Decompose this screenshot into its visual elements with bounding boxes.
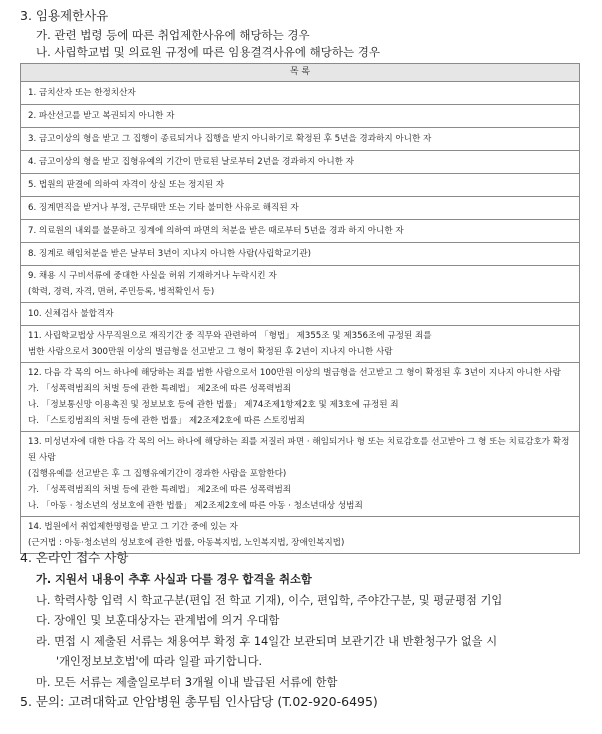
- table-row: 8. 징계로 해임처분을 받은 날부터 3년이 지나지 아니한 사람(사립학교기관): [21, 243, 580, 266]
- section3-title: 3. 임용제한사유: [20, 8, 109, 23]
- table-row: 3. 금고이상의 형을 받고 그 집행이 종료되거나 집행을 받지 아니하기로 확정된 후 5년을 경과하지 아니한 자: [21, 128, 580, 151]
- section4-item-a: 가. 지원서 내용이 추후 사실과 다를 경우 합격을 취소함: [36, 573, 312, 586]
- section4-item-e: 마. 모든 서류는 제출일로부터 3개월 이내 발급된 서류에 한함: [36, 675, 338, 689]
- table-row: 10. 신체검사 불합격자: [21, 303, 580, 326]
- table-row: 1. 금치산자 또는 한정치산자: [21, 82, 580, 105]
- table-row: 4. 금고이상의 형을 받고 집형유예의 기간이 만료된 날로부터 2년을 경과하지 아니한 자: [21, 151, 580, 174]
- table-row: 6. 징계면직을 받거나 부정, 근무태만 또는 기타 불미한 사유로 해직된 자: [21, 197, 580, 220]
- contact-info: 5. 문의: 고려대학교 안암병원 총무팀 인사담당 (T.02-920-6495): [20, 694, 378, 709]
- table-row: 9. 채용 시 구비서류에 중대한 사실을 허위 기재하거나 누락시킨 자 (학력, 경력, 자격, 면허, 주민등록, 병적확인서 등): [21, 266, 580, 303]
- table-row: 2. 파산선고를 받고 복권되지 아니한 자: [21, 105, 580, 128]
- table-row: 12. 다음 각 목의 어느 하나에 해당하는 죄를 범한 사람으로서 100만원 이상의 벌금형을 선고받고 그 형이 확정된 후 3년이 지나지 아니한 사람 가. 「성폭력범죄의 처벌 등에 관한 특례법」 제2조에 따른 성폭력범죄 나. 「정보통신망 이용촉진 및 정보보호 등에 관한 법률」 제74조제1항제2호 및 제3호에 규정된 죄 다. 「스토킹범죄의 처벌 등에 관한 법률」 제2조제2호에 따른 스토킹범죄: [21, 363, 580, 432]
- section4-item-d-cont: '개인정보보호법'에 따라 일괄 파기합니다.: [56, 655, 263, 668]
- section4-items: [36, 570, 502, 693]
- section4-item-d: 라. 면접 시 제출된 서류는 채용여부 확정 후 14일간 보관되며 보관기간 내 반환청구가 없을 시: [36, 634, 498, 648]
- section4-title: 4. 온라인 접수 사항: [20, 550, 129, 565]
- table-row: 7. 의료원의 내외를 불문하고 징계에 의하여 파면의 처분을 받은 때로부터 5년을 경과 하지 아니한 자: [21, 220, 580, 243]
- section4-item-c: 다. 장애인 및 보훈대상자는 관계법에 의거 우대함: [36, 614, 280, 627]
- section3-item-b: 나. 사립학교법 및 의료원 규정에 따른 임용결격사유에 해당하는 경우: [36, 45, 380, 59]
- table-header: 목 록: [21, 64, 580, 82]
- table-row: 14. 법원에서 취업제한명령을 받고 그 기간 중에 있는 자 (근거법 : 아동·청소년의 성보호에 관한 법률, 아동복지법, 노인복지법, 장애인복지법): [21, 517, 580, 554]
- table-row: 13. 미성년자에 대한 다음 각 목의 어느 하나에 해당하는 죄를 저질러 파면 · 해임되거나 형 또는 치료감호를 선고받아 그 형 또는 치료감호가 확정된 사람 (집행유예를 선고받은 후 그 집행유예기간이 경과한 사람을 포함한다) 가. 「성폭력범죄의 처벌 등에 관한 특례법」 제2조에 따른 성폭력범죄 나. 「아동 · 청소년의 성보호에 관한 법률」 제2조제2호에 따른 아동 · 청소년대상 성범죄: [21, 432, 580, 517]
- disqualification-table: [20, 63, 580, 554]
- section3-item-a: 가. 관련 법령 등에 따른 취업제한사유에 해당하는 경우: [36, 28, 310, 42]
- table-row: 11. 사립학교법상 사무직원으로 재직기간 중 직무와 관련하여 「형법」 제355조 및 제356조에 규정된 죄를 범한 사람으로서 300만원 이상의 벌금형을 선고받고 그 형이 확정된 후 2년이 지나지 아니한 사람: [21, 326, 580, 363]
- table-row: 5. 법원의 판결에 의하여 자격이 상실 또는 정지된 자: [21, 174, 580, 197]
- section4-item-b: 나. 학력사항 입력 시 학교구분(편입 전 학교 기재), 이수, 편입학, 주야간구분, 및 평균평점 기입: [36, 593, 503, 607]
